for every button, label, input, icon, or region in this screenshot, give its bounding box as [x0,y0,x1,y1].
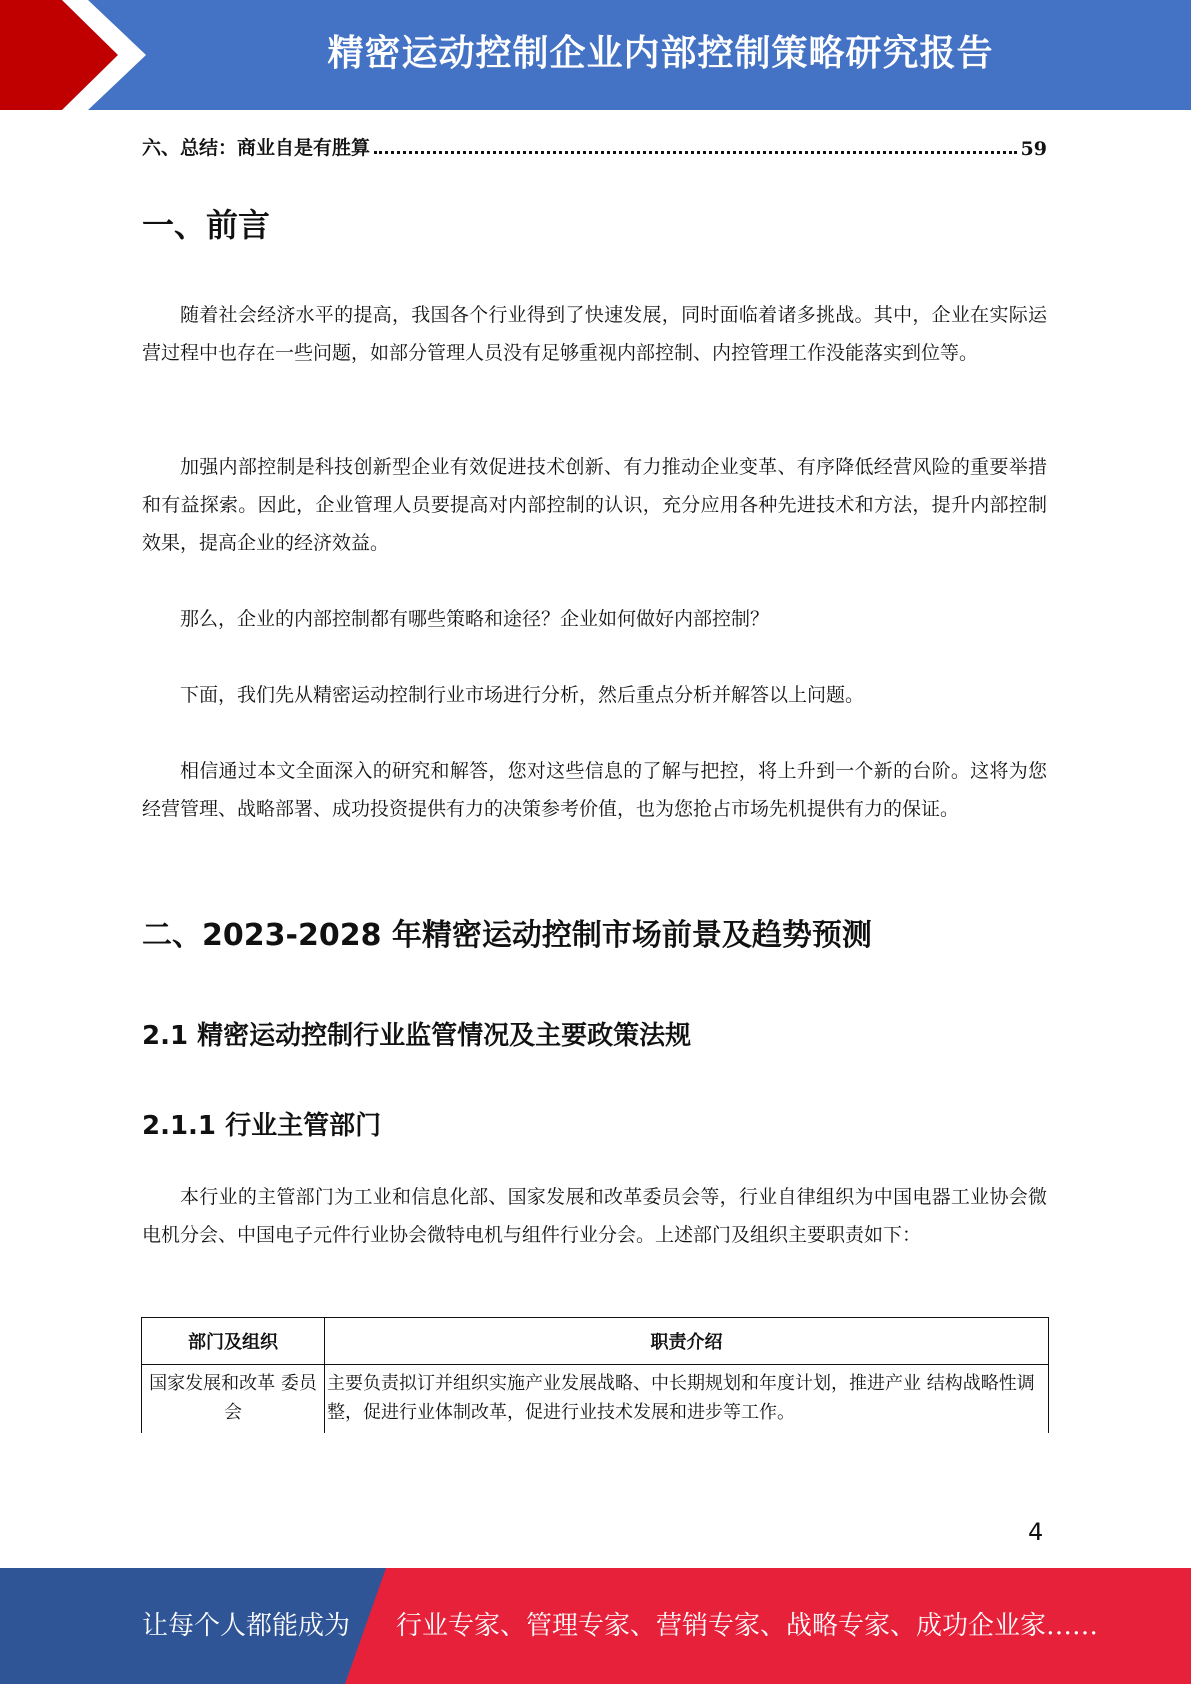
table-header-row [142,1318,1049,1365]
page-header [0,0,1191,110]
subsection-heading-2-1: 2.1 精密运动控制行业监管情况及主要政策法规 [142,1021,692,1051]
section-heading-chapter2: 二、2023-2028 年精密运动控制市场前景及趋势预测 [142,918,872,953]
subsection-heading-2-1-1: 2.1.1 行业主管部门 [142,1111,382,1141]
footer-slogan-right: 行业专家、管理专家、营销专家、战略专家、成功企业家…… [396,1611,1099,1641]
table-row [142,1365,1049,1434]
paragraph: 本行业的主管部门为工业和信息化部、国家发展和改革委员会等，行业自律组织为中国电器工业协会微电机分会、中国电子元件行业协会微特电机与组件行业分会。上述部门及组织主要职责如下： [142,1186,1047,1246]
table-cell-dept: 国家发展和改革 委员会 [142,1365,325,1434]
toc-entry-page: 59 [1020,138,1047,160]
page-footer [0,1568,1191,1684]
duty-table [141,1317,1049,1433]
paragraph: 那么，企业的内部控制都有哪些策略和途径？企业如何做好内部控制？ [180,608,770,630]
toc-dot-leader [374,151,1017,154]
section-heading-preface: 一、前言 [142,206,271,244]
toc-entry-title: 六、总结：商业自是有胜算 [142,137,371,159]
paragraph: 相信通过本文全面深入的研究和解答，您对这些信息的了解与把控，将上升到一个新的台阶。这将为您经营管理、战略部署、成功投资提供有力的决策参考价值，也为您抢占市场先机提供有力的保证。 [142,760,1047,820]
toc-entry[interactable] [142,128,1047,160]
page-number: 4 [1028,1518,1044,1546]
header-title: 精密运动控制企业内部控制策略研究报告 [327,33,994,74]
paragraph: 下面，我们先从精密运动控制行业市场进行分析，然后重点分析并解答以上问题。 [180,684,865,706]
paragraph: 随着社会经济水平的提高，我国各个行业得到了快速发展，同时面临着诸多挑战。其中，企业在实际运营过程中也存在一些问题，如部分管理人员没有足够重视内部控制、内控管理工作没能落实到位等。 [142,304,1047,364]
table-header-dept: 部门及组织 [142,1318,325,1365]
footer-slogan-left: 让每个人都能成为 [142,1611,351,1641]
paragraph: 加强内部控制是科技创新型企业有效促进技术创新、有力推动企业变革、有序降低经营风险的重要举措和有益探索。因此，企业管理人员要提高对内部控制的认识，充分应用各种先进技术和方法，提升内部控制效果，提高企业的经济效益。 [142,456,1047,554]
table-header-duty: 职责介绍 [325,1318,1049,1365]
header-arrow-decoration [0,0,160,110]
table-cell-duty: 主要负责拟订并组织实施产业发展战略、中长期规划和年度计划，推进产业 结构战略性调整，促进行业体制改革，促进行业技术发展和进步等工作。 [325,1365,1049,1434]
